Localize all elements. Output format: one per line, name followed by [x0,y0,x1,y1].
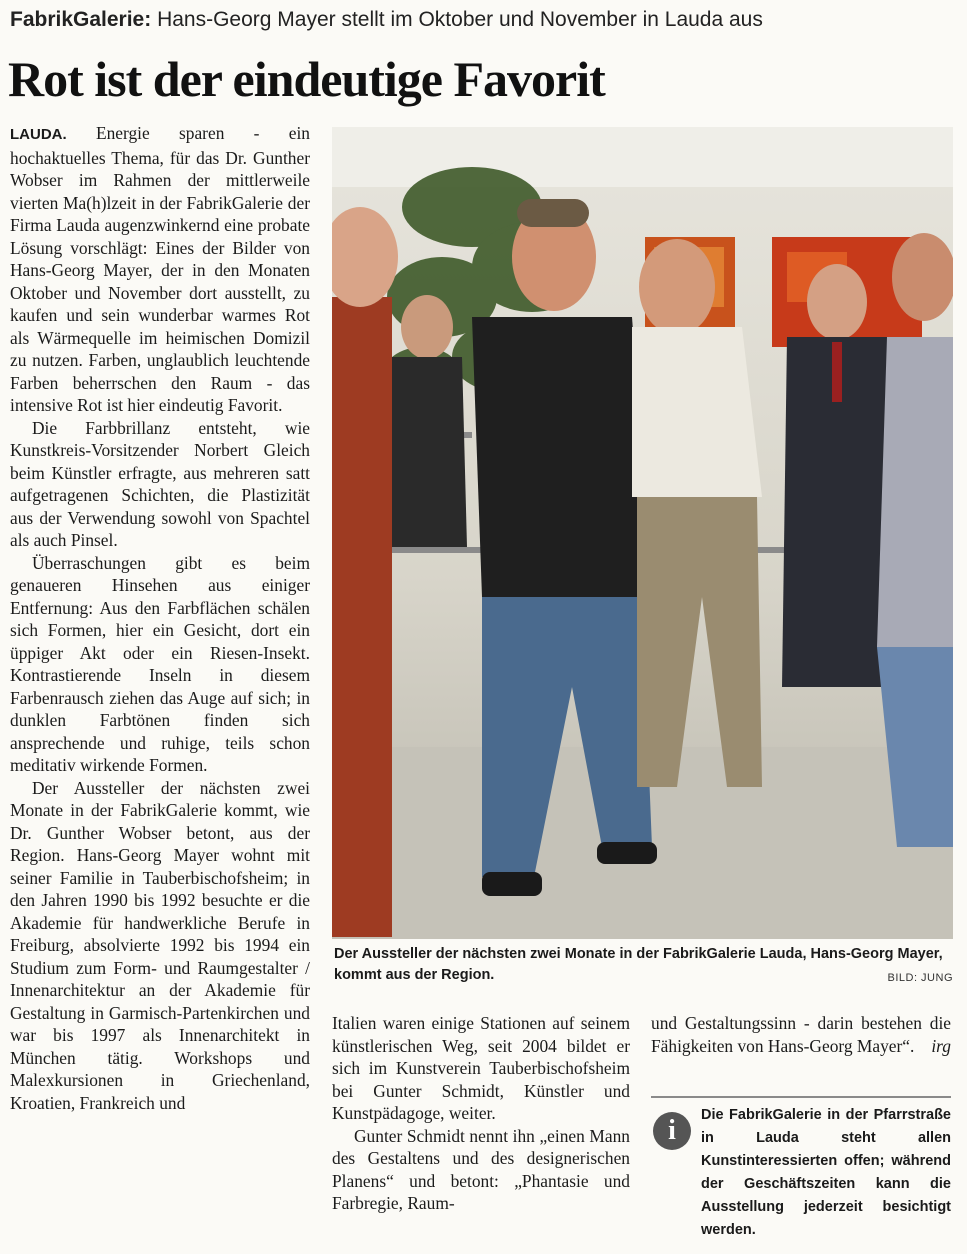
article-paragraph: Der Aussteller der nächsten zwei Monate in der FabrikGalerie kommt, wie Dr. Gunther Wobser betont, aus der Region. Hans-Georg Mayer wohnt mit seiner Familie in Tauberbischofsheim; in den Jahren 1990 bis 1992 besuchte er die Akademie für handwerkliche Berufe in Freiburg, absolvierte 1992 bis 1994 ein Studium zum Form- und Raumgestalter / Innenarchitektur an der Akademie für Gestaltung in Garmisch-Partenkirchen und war bis 1997 als Innenarchitekt in München tätig. Workshops und Malexkursionen in Griechenland, Kroatien, Frankreich und [10,777,310,1113]
article-column-2 [332,1012,630,1215]
kicker-label: FabrikGalerie: [10,8,152,31]
paragraph-text: Energie sparen - ein hochaktuelles Thema, für das Dr. Gunther Wobser im Rahmen der mittlerweile vierten Ma(h)lzeit in der FabrikGalerie der Firma Lauda augenzwinkernd eine probate Lösung vorschlägt: Eines der Bilder von Hans-Georg Mayer, der in den Monaten Oktober und November dort ausstellt, zu kaufen und sein wunderbar warmes Rot als Wärmequelle im heimischen Domizil zu nutzen. Farben, unglaublich leuchtende Farben beherrschen den Raum - das intensive Rot ist hier eindeutig Favorit. [10,123,310,415]
dateline: LAUDA. [10,126,67,143]
article-photo [332,127,953,939]
article-paragraph [10,122,310,417]
info-icon: i [653,1112,691,1150]
article-paragraph: Überraschungen gibt es beim genaueren Hinsehen aus einiger Entfernung: Aus den Farbflächen schälen sich Formen, hier ein Gesicht, dort ein üppiger Akt oder ein Riesen-Insekt. Kontrastierende Inseln in diesem Farbenrausch ziehen das Auge auf sich; in dunklen Farbtönen finden sich ansprechende und ruhige, teils schon meditativ wirkende Formen. [10,552,310,775]
article-column-3 [651,1012,951,1057]
article-paragraph: Italien waren einige Stationen auf seinem künstlerischen Weg, seit 2004 bildet er sich im Kunstverein Tauberbischofsheim bei Gunter Schmidt, Künstler und Kunstpädagoge, weiter. [332,1013,630,1123]
kicker-line [10,6,960,34]
group-photo-icon [332,127,953,939]
headline: Rot ist der eindeutige Favorit [8,51,605,107]
article-column-1 [10,122,310,1114]
info-text: Die FabrikGalerie in der Pfarrstraße in Lauda steht allen Kunstinteressierten offen; während der Geschäftszeiten kann die Ausstellung jederzeit besichtigt werden. [701,1107,951,1238]
article-paragraph: Die Farbbrillanz entsteht, wie Kunstkreis-Vorsitzender Norbert Gleich beim Künstler erfragte, aus mehreren satt aufgetragenen Schichten, die Plastizität aus der Verwendung sowohl von Spachtel als auch Pinsel. [10,417,310,550]
info-box [651,1096,951,1248]
photo-credit: BILD: JUNG [887,972,953,984]
article-paragraph [651,1012,951,1057]
photo-caption: Der Aussteller der nächsten zwei Monate in der FabrikGalerie Lauda, Hans-Georg Mayer, kommt aus der Region. [334,946,943,983]
article-paragraph: Gunter Schmidt nennt ihn „einen Mann des Gestaltens und des designerischen Planens“ und betont: „Phantasie und Farbregie, Raum- [332,1125,630,1213]
kicker-text: Hans-Georg Mayer stellt im Oktober und November in Lauda aus [151,8,763,31]
paragraph-text: und Gestaltungssinn - darin bestehen die Fähigkeiten von Hans-Georg Mayer“. [651,1013,951,1056]
author-initials: irg [931,1035,951,1056]
